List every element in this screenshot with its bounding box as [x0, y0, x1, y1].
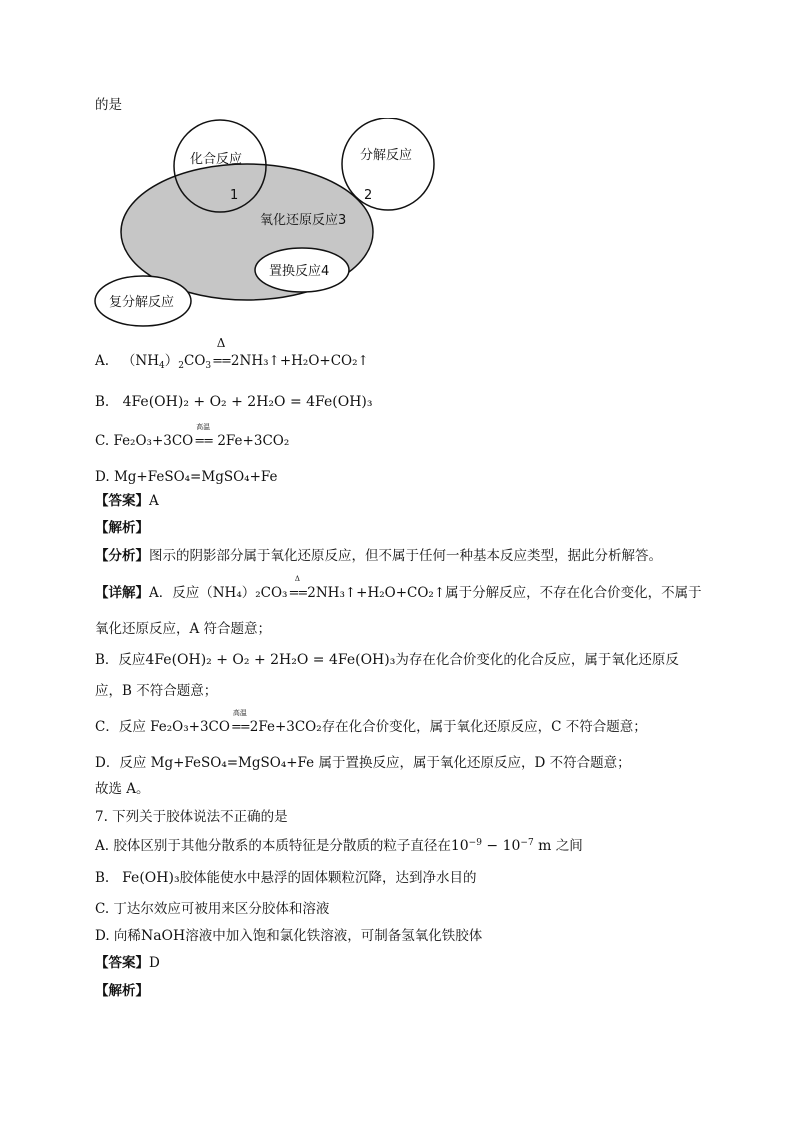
option-d-equation: Mg+FeSO₄=MgSO₄+Fe	[113, 469, 278, 485]
q7-option-c: C. 丁达尔效应可被用来区分胶体和溶液	[95, 901, 330, 917]
range-dash: −	[481, 838, 503, 854]
q6-option-d	[95, 468, 278, 486]
range-exponent: −7	[520, 838, 534, 848]
redox-label: 氧化还原反应3	[260, 213, 347, 228]
q6-detail-a	[95, 575, 702, 603]
double-decomposition-label: 复分解反应	[109, 295, 175, 310]
reaction-condition: Δ ==	[288, 575, 307, 601]
reaction-condition: 高温 ==	[194, 423, 213, 449]
q6-detail-b	[95, 651, 679, 669]
answer-label: 【答案】	[95, 955, 149, 971]
option-c-letter: C.	[95, 433, 110, 449]
region-2-label: 2	[364, 188, 373, 203]
detail-c-post: 2Fe+3CO₂存在化合价变化，属于氧化还原反应，C 不符合题意；	[249, 719, 647, 735]
region-1-label: 1	[230, 188, 239, 203]
detail-a-post: 2NH₃↑+H₂O+CO₂↑属于分解反应，不存在化合价变化，不属于	[307, 585, 702, 601]
q6-option-b	[95, 393, 373, 411]
q6-fenxi	[95, 547, 662, 565]
detail-label: 【详解】	[95, 585, 149, 601]
detail-b-post: 为存在化合价变化的化合反应，属于氧化还原反	[395, 652, 679, 668]
detail-a-pre: A．反应（NH₄）₂CO₃	[149, 585, 288, 601]
paren-close: ）	[164, 353, 179, 369]
q6-option-c	[95, 423, 290, 451]
particle-size-range	[451, 838, 552, 854]
range-base: 10	[450, 838, 469, 854]
q7-stem: 7. 下列关于胶体说法不正确的是	[95, 809, 288, 825]
heat-symbol: Δ	[216, 336, 226, 350]
reaction-type-venn-diagram	[92, 118, 452, 333]
q7-option-b-chem: Fe(OH)₃	[122, 870, 180, 886]
reaction-condition: 高温 ==	[230, 709, 249, 735]
answer-value: D	[149, 955, 160, 971]
option-a-reagent: （NH	[121, 353, 160, 369]
q7-option-a-pre: A. 胶体区别于其他分散系的本质特征是分散质的粒子直径在	[95, 838, 451, 854]
sub: 2	[178, 361, 184, 371]
sub: 3	[205, 361, 212, 371]
q6-detail-d: D．反应 Mg+FeSO₄=MgSO₄+Fe 属于置换反应，属于氧化还原反应，D 不符合题意；	[95, 755, 631, 771]
q7-option-b	[95, 869, 477, 887]
option-a-letter: A.	[95, 353, 110, 369]
q7-option-d-pre: D. 向稀	[95, 928, 141, 944]
q7-analysis-label: 【解析】	[95, 983, 149, 999]
q6-detail-a-cont: 氧化还原反应，A 符合题意；	[95, 621, 272, 637]
answer-value: A	[149, 493, 159, 509]
detail-c-pre: C．反应 Fe₂O₃+3CO	[95, 719, 230, 735]
sub: 4	[159, 361, 165, 371]
q7-option-d-chem: NaOH	[140, 928, 186, 944]
reagent-tail: CO	[183, 353, 206, 369]
q6-conclusion: 故选 A。	[95, 781, 150, 797]
displacement-label: 置换反应4	[269, 264, 330, 279]
decomposition-circle	[342, 118, 434, 210]
q6-detail-b-cont: 应，B 不符合题意；	[95, 683, 218, 699]
q7-option-a-post: 之间	[555, 838, 583, 854]
range-base: 10	[502, 838, 521, 854]
q7-option-a	[95, 837, 583, 855]
detail-b-pre: B．反应	[95, 652, 146, 668]
option-d-letter: D.	[95, 469, 110, 485]
combination-label: 化合反应	[190, 152, 243, 167]
q7-option-b-text: 胶体能使水中悬浮的固体颗粒沉降，达到净水目的	[179, 870, 477, 886]
intro-text: 的是	[95, 97, 122, 113]
range-unit: m	[533, 838, 552, 854]
answer-label: 【答案】	[95, 493, 149, 509]
option-c-right: 2Fe+3CO₂	[217, 433, 290, 449]
high-temp-label: 高温	[196, 423, 211, 431]
q6-option-a	[95, 336, 369, 371]
q6-answer	[95, 492, 159, 510]
reaction-condition: Δ ==	[212, 336, 230, 369]
q7-answer	[95, 954, 160, 972]
fenxi-label: 【分析】	[95, 548, 149, 564]
decomposition-label: 分解反应	[360, 148, 413, 163]
q6-detail-c	[95, 709, 647, 737]
q7-option-d	[95, 927, 482, 945]
option-c-left: Fe₂O₃+3CO	[113, 433, 194, 449]
option-b-equation: 4Fe(OH)₂ + O₂ + 2H₂O = 4Fe(OH)₃	[122, 394, 373, 410]
fenxi-text: 图示的阴影部分属于氧化还原反应，但不属于任何一种基本反应类型，据此分析解答。	[149, 548, 662, 564]
q6-analysis-label: 【解析】	[95, 520, 149, 536]
option-a-products: 2NH₃↑+H₂O+CO₂↑	[230, 353, 369, 369]
high-temp-label: 高温	[232, 709, 247, 717]
q7-option-b-letter: B.	[95, 870, 110, 886]
option-b-letter: B.	[95, 394, 110, 410]
range-exponent: −9	[468, 838, 482, 848]
q7-option-d-post: 溶液中加入饱和氯化铁溶液，可制备氢氧化铁胶体	[185, 928, 483, 944]
detail-b-equation: 4Fe(OH)₂ + O₂ + 2H₂O = 4Fe(OH)₃	[145, 652, 396, 668]
heat-symbol: Δ	[294, 575, 300, 583]
